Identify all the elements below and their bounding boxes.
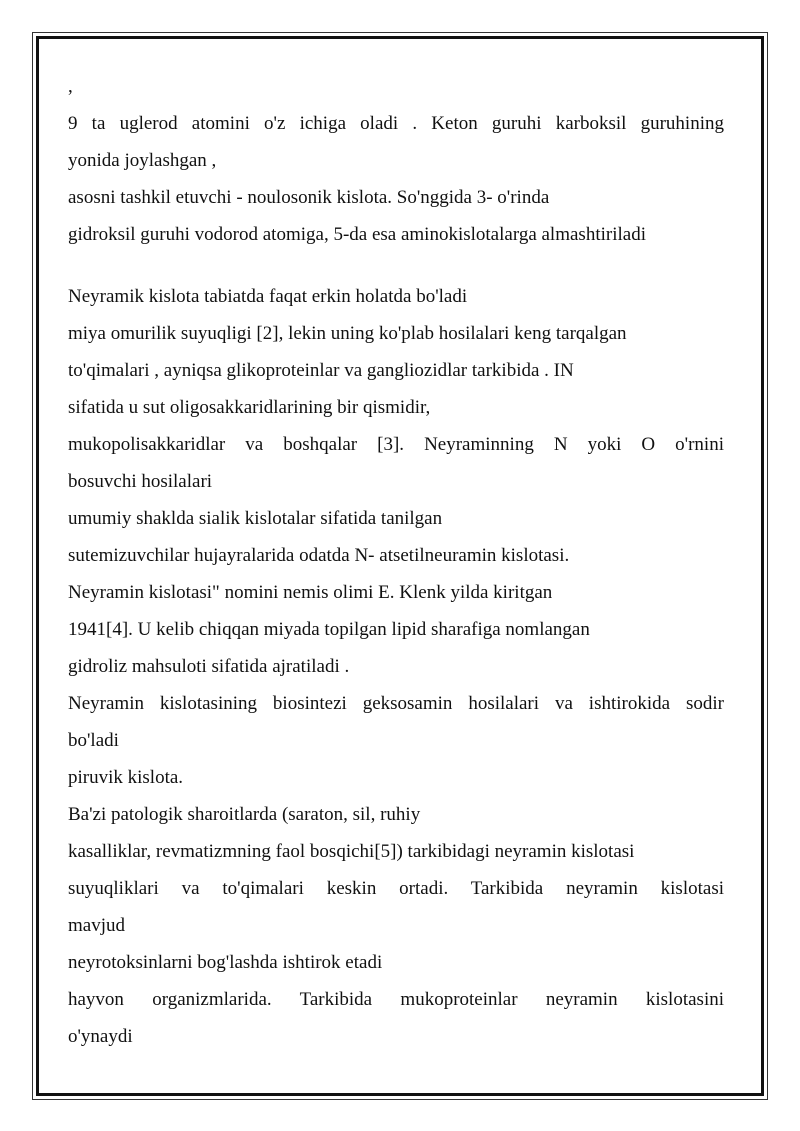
text-line: gidroliz mahsuloti sifatida ajratiladi . (68, 656, 350, 677)
text-line: 9 ta uglerod atomini o'z ichiga oladi . Keton guruhi karboksil guruhining (68, 113, 724, 134)
text-line: piruvik kislota. (68, 767, 184, 788)
text-line: Neyramik kislota tabiatda faqat erkin holatda bo'ladi (68, 286, 468, 307)
text-line: yonida joylashgan , (68, 150, 217, 171)
text-line: kasalliklar, revmatizmning faol bosqichi[5]) tarkibidagi neyramin kislotasi (68, 841, 635, 862)
document-body (68, 68, 724, 1055)
paragraph-gap (68, 253, 724, 278)
text-line: Neyramin kislotasi" nomini nemis olimi E. Klenk yilda kiritgan (68, 582, 553, 603)
text-line: 1941[4]. U kelib chiqqan miyada topilgan lipid sharafiga nomlangan (68, 619, 590, 640)
text-line: o'ynaydi (68, 1026, 133, 1047)
text-line: neyrotoksinlarni bog'lashda ishtirok etadi (68, 952, 383, 973)
text-line: hayvon organizmlarida. Tarkibida mukoproteinlar neyramin kislotasini (68, 989, 724, 1010)
text-line: mavjud (68, 915, 125, 936)
text-line: sifatida u sut oligosakkaridlarining bir qismidir, (68, 397, 431, 418)
text-line: , (68, 76, 73, 97)
text-line: suyuqliklari va to'qimalari keskin ortadi. Tarkibida neyramin kislotasi (68, 878, 724, 899)
text-line: Ba'zi patologik sharoitlarda (saraton, sil, ruhiy (68, 804, 421, 825)
document-text (68, 68, 724, 1055)
text-line: bosuvchi hosilalari (68, 471, 213, 492)
text-line: bo'ladi (68, 730, 119, 751)
text-line: mukopolisakkaridlar va boshqalar [3]. Neyraminning N yoki O o'rnini (68, 434, 724, 455)
text-line: gidroksil guruhi vodorod atomiga, 5-da esa aminokislotalarga almashtiriladi (68, 224, 646, 245)
text-line: miya omurilik suyuqligi [2], lekin uning ko'plab hosilalari keng tarqalgan (68, 323, 627, 344)
text-line: sutemizuvchilar hujayralarida odatda N- atsetilneuramin kislotasi. (68, 545, 570, 566)
text-line: to'qimalari , ayniqsa glikoproteinlar va gangliozidlar tarkibida . IN (68, 360, 574, 381)
text-line: asosni tashkil etuvchi - noulosonik kislota. So'nggida 3- o'rinda (68, 187, 550, 208)
text-line: umumiy shakldа sialik kislotalar sifatida tanilgan (68, 508, 443, 529)
text-line: Neyramin kislotasining biosintezi geksosamin hosilalari va ishtirokida sodir (68, 693, 724, 714)
